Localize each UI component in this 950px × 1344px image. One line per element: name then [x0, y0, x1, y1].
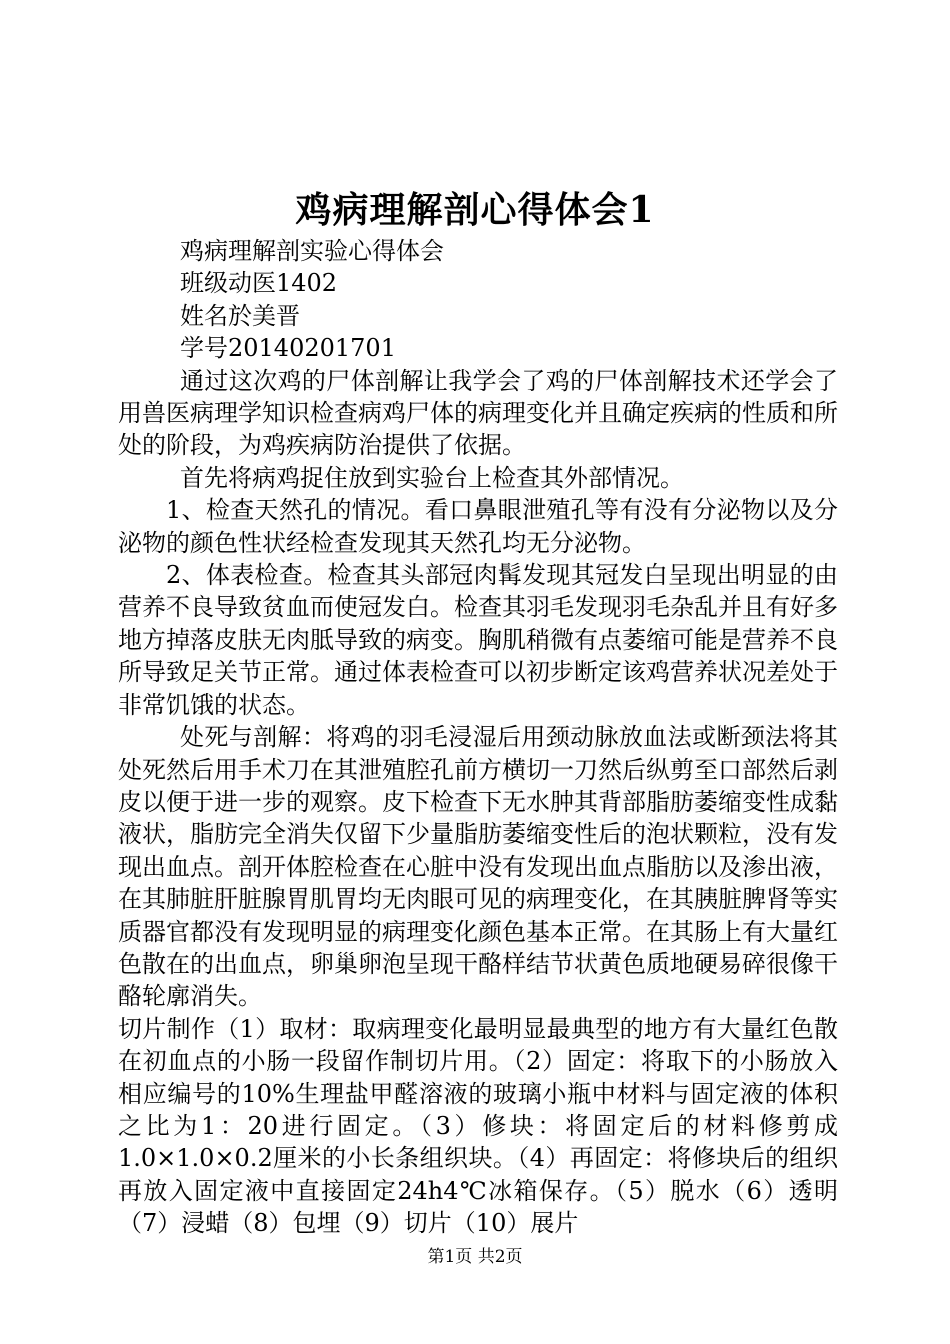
- class-line: 班级动医1402: [180, 269, 338, 298]
- report-heading: 鸡病理解剖实验心得体会: [180, 237, 444, 265]
- name-line: 姓名於美晋: [180, 301, 300, 330]
- paragraph-external-check: 首先将病鸡捉住放到实验台上检查其外部情况。: [180, 463, 684, 492]
- paragraph-sectioning: 切片制作（1）取材：取病理变化最明显最典型的地方有大量红色散在初血点的小肠一段留作制切片用。（2）固定：将取下的小肠放入相应编号的10%生理盐甲醛溶液的玻璃小瓶中材料与固定液的体积之比为1：20进行固定。（3）修块：将固定后的材料修剪成1.0×1.0×0.2厘米的小长条组织块。（4）再固定：将修块后的组织再放入固定液中直接固定24h4℃冰箱保存。（5）脱水（6）透明（7）浸蜡（8）包埋（9）切片（10）展片: [118, 1014, 838, 1238]
- paragraph-intro: 通过这次鸡的尸体剖解让我学会了鸡的尸体剖解技术还学会了用兽医病理学知识检查病鸡尸体的病理变化并且确定疾病的性质和所处的阶段，为鸡疾病防治提供了依据。: [118, 366, 838, 460]
- page-footer: 第1页 共2页: [427, 1247, 523, 1267]
- student-id-line: 学号20140201701: [180, 334, 396, 363]
- document-body: [118, 235, 838, 1240]
- paragraph-natural-orifice: 1、检查天然孔的情况。看口鼻眼泄殖孔等有没有分泌物以及分泌物的颜色性状经检查发现其天然孔均无分泌物。: [118, 496, 838, 557]
- paragraph-necropsy: 处死与剖解：将鸡的羽毛浸湿后用颈动脉放血法或断颈法将其处死然后用手术刀在其泄殖腔孔前方横切一刀然后纵剪至口部然后剥皮以便于进一步的观察。皮下检查下无水肿其背部脂肪萎缩变性成黏液状，脂肪完全消失仅留下少量脂肪萎缩变性后的泡状颗粒，没有发现出血点。剖开体腔检查在心脏中没有发现出血点脂肪以及渗出液，在其肺脏肝脏腺胃肌胃均无肉眼可见的病理变化，在其胰脏脾肾等实质器官都没有发现明显的病理变化颜色基本正常。在其肠上有大量红色散在的出血点，卵巢卵泡呈现干酪样结节状黄色质地硬易碎很像干酪轮廓消失。: [118, 723, 838, 1011]
- paragraph-body-surface: 2、体表检查。检查其头部冠肉髯发现其冠发白呈现出明显的由营养不良导致贫血而使冠发白。检查其羽毛发现羽毛杂乱并且有好多地方掉落皮肤无肉胝导致的病变。胸肌稍微有点萎缩可能是营养不良所导致足关节正常。通过体表检查可以初步断定该鸡营养状况差处于非常饥饿的状态。: [118, 561, 838, 719]
- page-title: 鸡病理解剖心得体会1: [295, 189, 655, 231]
